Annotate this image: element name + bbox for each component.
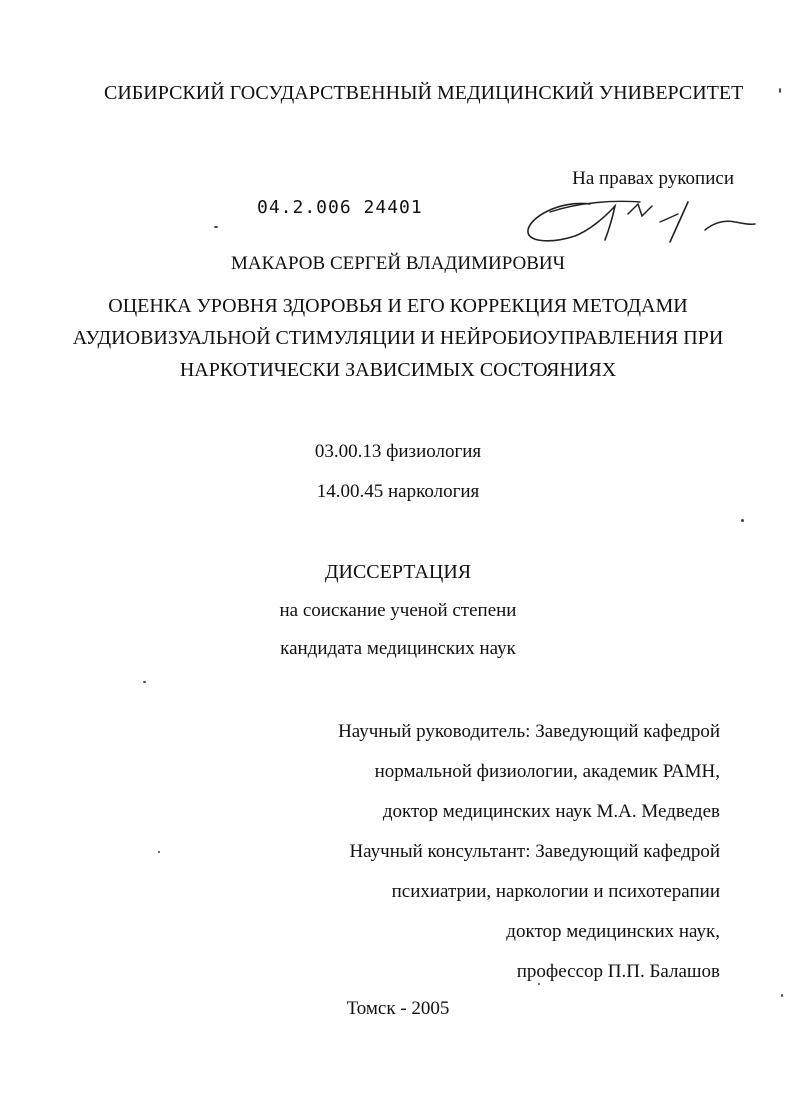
- author-name: МАКАРОВ СЕРГЕЙ ВЛАДИМИРОВИЧ: [231, 253, 565, 274]
- degree-line-2: кандидата медицинских наук: [280, 638, 516, 659]
- consultant-line-3: доктор медицинских наук,: [506, 921, 720, 942]
- dissertation-title-line-1: ОЦЕНКА УРОВНЯ ЗДОРОВЬЯ И ЕГО КОРРЕКЦИЯ МЕТОДАМИ: [108, 295, 688, 317]
- specialty-physiology: 03.00.13 физиология: [314, 441, 482, 462]
- scan-speck: [781, 994, 783, 997]
- advisor-line-3: доктор медицинских наук М.А. Медведев: [382, 801, 720, 822]
- advisor-line-2: нормальной физиологии, академик РАМН,: [374, 761, 720, 782]
- consultant-line-4: профессор П.П. Балашов: [516, 961, 720, 982]
- manuscript-note: На правах рукописи: [572, 168, 734, 189]
- dissertation-title-line-3: НАРКОТИЧЕСКИ ЗАВИСИМЫХ СОСТОЯНИЯХ: [179, 359, 617, 381]
- city-year: Томск - 2005: [346, 998, 450, 1019]
- degree-line-1: на соискание ученой степени: [279, 600, 517, 621]
- scan-speck: [158, 851, 160, 853]
- consultant-line-2: психиатрии, наркологии и психотерапии: [391, 881, 720, 902]
- handwritten-signature: [520, 192, 760, 252]
- dissertation-title-line-2: АУДИОВИЗУАЛЬНОЙ СТИМУЛЯЦИИ И НЕЙРОБИОУПРАВЛЕНИЯ ПРИ: [72, 327, 724, 349]
- scan-speck: [214, 226, 218, 228]
- scan-speck: [143, 681, 146, 683]
- consultant-line-1: Научный консультант: Заведующий кафедрой: [349, 841, 720, 862]
- specialty-narcology: 14.00.45 наркология: [316, 481, 480, 502]
- advisor-line-1: Научный руководитель: Заведующий кафедрой: [338, 721, 720, 742]
- scan-speck: [741, 519, 744, 522]
- university-name: СИБИРСКИЙ ГОСУДАРСТВЕННЫЙ МЕДИЦИНСКИЙ УНИВЕРСИТЕТ: [104, 82, 744, 104]
- scan-speck: [538, 983, 540, 985]
- document-type-heading: ДИССЕРТАЦИЯ: [324, 561, 472, 583]
- registration-number: 04.2.006 24401: [257, 197, 423, 218]
- scan-speck: [779, 88, 781, 93]
